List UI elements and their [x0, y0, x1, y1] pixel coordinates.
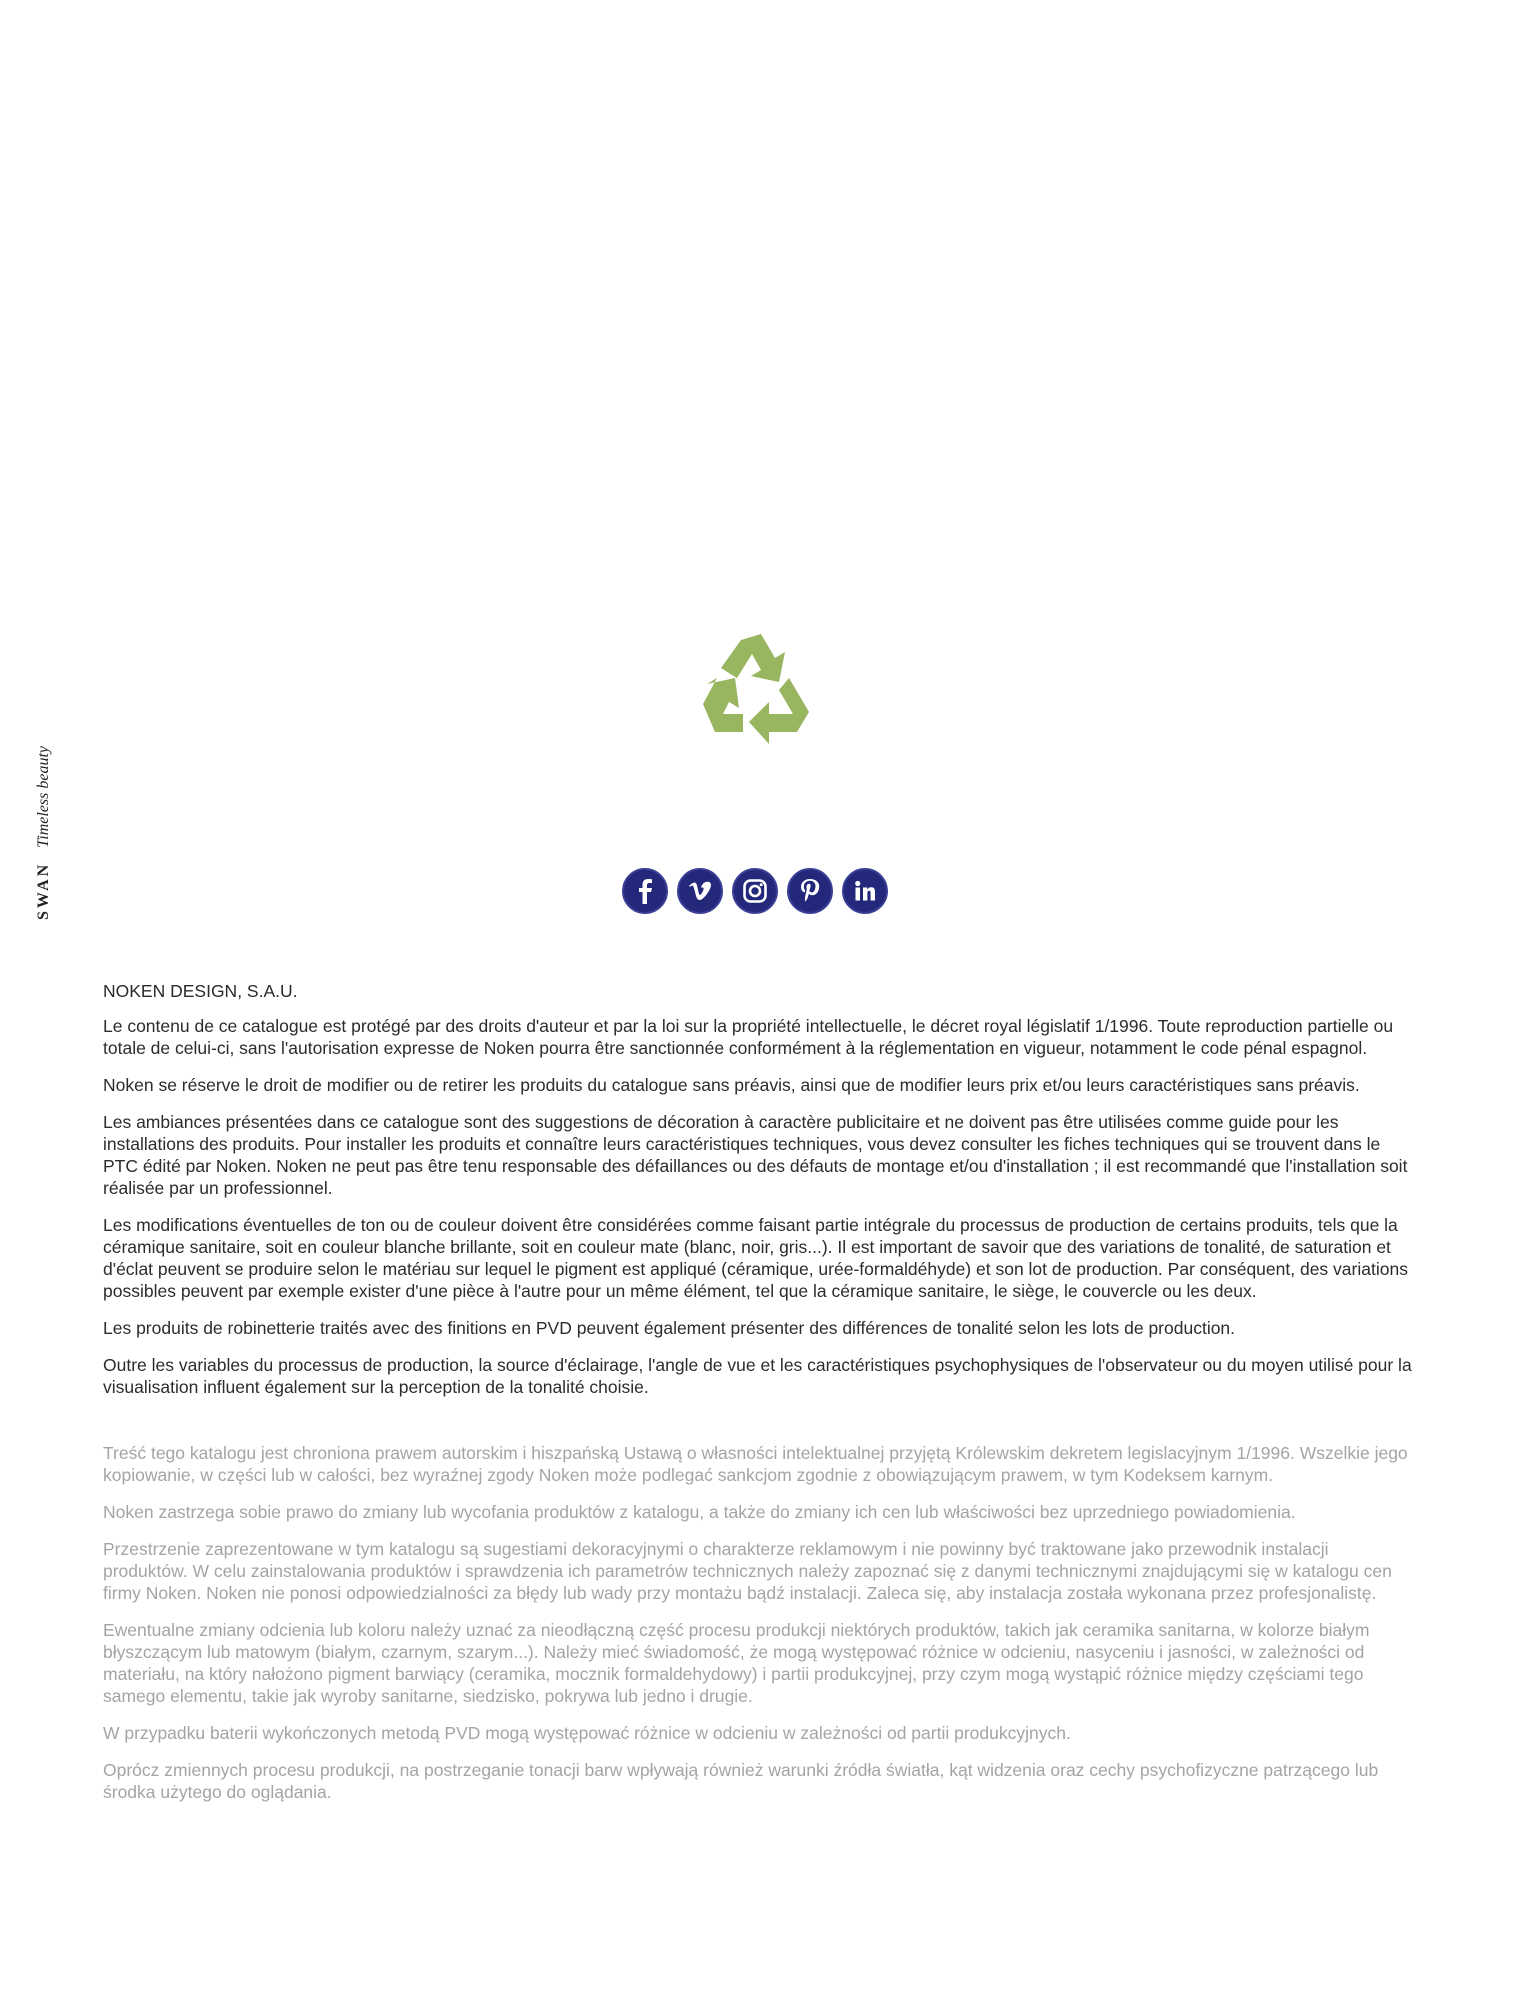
legal-paragraph-fr: Les ambiances présentées dans ce catalogue sont des suggestions de décoration à caractère publicitaire et ne doivent pas être utilisées comme guide pour les installations des produits. Pour installer les produits et connaître leurs caractéristiques techniques, vous devez consulter les fiches techniques qui se trouvent dans le PTC édité par Noken. Noken ne peut pas être tenu responsable des défaillances ou des défauts de montage et/ou d'installation ; il est recommandé que l'installation soit réalisée par un professionnel.: [103, 1112, 1408, 1198]
linkedin-icon[interactable]: [842, 868, 888, 914]
legal-paragraph-pl: Przestrzenie zaprezentowane w tym katalogu są sugestiami dekoracyjnymi o charakterze reklamowym i nie powinny być traktowane jako przewodnik instalacji produktów. W celu zainstalowania produktów i sprawdzenia ich parametrów technicznych należy zapoznać się z danymi technicznymi znajdującymi się w katalogu cen firmy Noken. Noken nie ponosi odpowiedzialności za błędy lub wady przy montażu bądź instalacji. Zaleca się, aby instalacja została wykonana przez profesjonalistę.: [103, 1539, 1392, 1603]
legal-polish: [103, 1442, 1413, 1803]
social-links: [622, 868, 888, 914]
legal-paragraph-fr: Le contenu de ce catalogue est protégé par des droits d'auteur et par la loi sur la propriété intellectuelle, le décret royal législatif 1/1996. Toute reproduction partielle ou totale de celui-ci, sans l'autorisation expresse de Noken pourra être sanctionnée conformément à la réglementation en vigueur, notamment le code pénal espagnol.: [103, 1016, 1394, 1058]
company-name: NOKEN DESIGN, S.A.U.: [103, 981, 298, 1001]
pinterest-icon[interactable]: [787, 868, 833, 914]
legal-notice: [103, 980, 1413, 1818]
vimeo-icon[interactable]: [677, 868, 723, 914]
legal-paragraph-pl: Oprócz zmiennych procesu produkcji, na postrzeganie tonacji barw wpływają również warunki źródła światła, kąt widzenia oraz cechy psychofizyczne patrzącego lub środka użytego do oglądania.: [103, 1760, 1379, 1802]
legal-paragraph-pl: Noken zastrzega sobie prawo do zmiany lub wycofania produktów z katalogu, a także do zmiany ich cen lub właściwości bez uprzedniego powiadomienia.: [103, 1502, 1296, 1522]
legal-paragraph-pl: W przypadku baterii wykończonych metodą PVD mogą występować różnice w odcieniu w zależności od partii produkcyjnych.: [103, 1723, 1071, 1743]
recycle-icon: [697, 632, 817, 748]
legal-paragraph-fr: Les modifications éventuelles de ton ou de couleur doivent être considérées comme faisant partie intégrale du processus de production de certains produits, tels que la céramique sanitaire, soit en couleur blanche brillante, soit en couleur mate (blanc, noir, gris...). Il est important de savoir que des variations de tonalité, de saturation et d'éclat peuvent se produire selon le matériau sur lequel le pigment est appliqué (céramique, urée-formaldéhyde) et son lot de production. Par conséquent, des variations possibles peuvent par exemple exister d'une pièce à l'autre pour un même élément, tel que la céramique sanitaire, le siège, le couvercle ou les deux.: [103, 1215, 1408, 1301]
legal-french: [103, 1015, 1413, 1398]
side-brand-label: [26, 660, 62, 920]
legal-paragraph-fr: Outre les variables du processus de production, la source d'éclairage, l'angle de vue et les caractéristiques psychophysiques de l'observateur ou du moyen utilisé pour la visualisation influent également sur la perception de la tonalité choisie.: [103, 1355, 1412, 1397]
facebook-icon[interactable]: [622, 868, 668, 914]
legal-paragraph-pl: Treść tego katalogu jest chroniona prawem autorskim i hiszpańską Ustawą o własności intelektualnej przyjętą Królewskim dekretem legislacyjnym 1/1996. Wszelkie jego kopiowanie, w części lub w całości, bez wyraźnej zgody Noken może podlegać sankcjom zgodnie z obowiązującym prawem, w tym Kodeksem karnym.: [103, 1443, 1408, 1485]
legal-paragraph-fr: Noken se réserve le droit de modifier ou de retirer les produits du catalogue sans préavis, ainsi que de modifier leurs prix et/ou leurs caractéristiques sans préavis.: [103, 1075, 1360, 1095]
instagram-icon[interactable]: [732, 868, 778, 914]
brand-tagline: Timeless beauty: [35, 746, 52, 848]
legal-paragraph-fr: Les produits de robinetterie traités avec des finitions en PVD peuvent également présenter des différences de tonalité selon les lots de production.: [103, 1318, 1236, 1338]
legal-paragraph-pl: Ewentualne zmiany odcienia lub koloru należy uznać za nieodłączną część procesu produkcji niektórych produktów, takich jak ceramika sanitarna, w kolorze białym błyszczącym lub matowym (białym, czarnym, szarym...). Należy mieć świadomość, że mogą występować różnice w odcieniu, nasyceniu i jasności, w zależności od materiału, na który nałożono pigment barwiący (ceramika, mocznik formaldehydowy) i partii produkcyjnej, przy czym mogą wystąpić różnice między częściami tego samego elementu, takie jak wyroby sanitarne, siedzisko, pokrywa lub jedno i drugie.: [103, 1620, 1370, 1706]
brand-name: SWAN: [35, 861, 52, 920]
